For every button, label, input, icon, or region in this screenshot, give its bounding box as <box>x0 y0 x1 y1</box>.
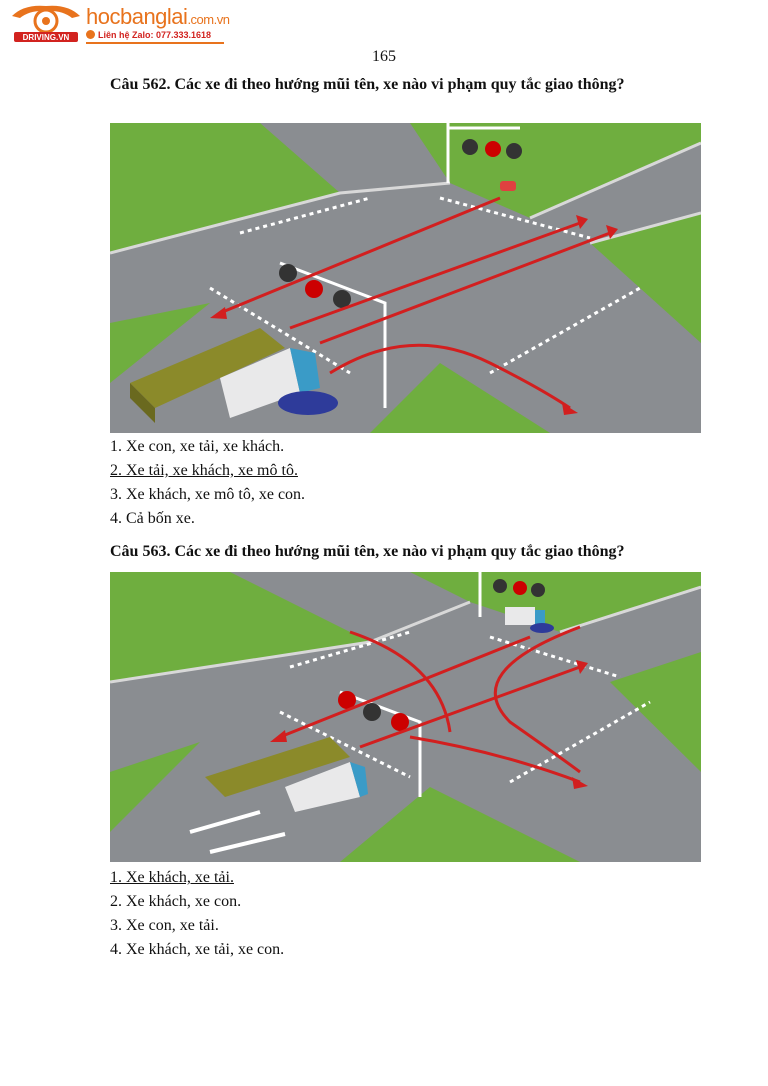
answers-563 <box>110 866 284 962</box>
driving-logo-icon <box>6 2 86 44</box>
contact-line: Liên hệ Zalo: 077.333.1618 <box>86 30 211 40</box>
phone-icon <box>86 30 95 39</box>
answers-562 <box>110 435 305 531</box>
question-title-563: Câu 563. Các xe đi theo hướng mũi tên, xe nào vi phạm quy tắc giao thông? <box>110 543 625 560</box>
answer-option[interactable]: 3. Xe con, xe tải. <box>110 917 219 934</box>
intersection-figure-562 <box>110 123 701 433</box>
answer-option[interactable]: 1. Xe con, xe tải, xe khách. <box>110 438 285 455</box>
answer-option[interactable]: 2. Xe khách, xe con. <box>110 893 242 910</box>
answer-option-correct[interactable]: 1. Xe khách, xe tải. <box>110 869 234 886</box>
page-number: 165 <box>372 48 396 65</box>
answer-option[interactable]: 4. Xe khách, xe tải, xe con. <box>110 941 285 958</box>
intersection-figure-563 <box>110 572 701 862</box>
site-name: hocbanglai.com.vn <box>86 4 230 29</box>
header-divider <box>86 42 224 44</box>
answer-option[interactable]: 3. Xe khách, xe mô tô, xe con. <box>110 486 306 503</box>
page-header <box>0 0 768 48</box>
logo-text: DRIVING.VN <box>22 33 70 42</box>
answer-option-correct[interactable]: 2. Xe tải, xe khách, xe mô tô. <box>110 462 298 479</box>
answer-option[interactable]: 4. Cả bốn xe. <box>110 510 195 527</box>
question-title-562: Câu 562. Các xe đi theo hướng mũi tên, xe nào vi phạm quy tắc giao thông? <box>110 76 625 93</box>
